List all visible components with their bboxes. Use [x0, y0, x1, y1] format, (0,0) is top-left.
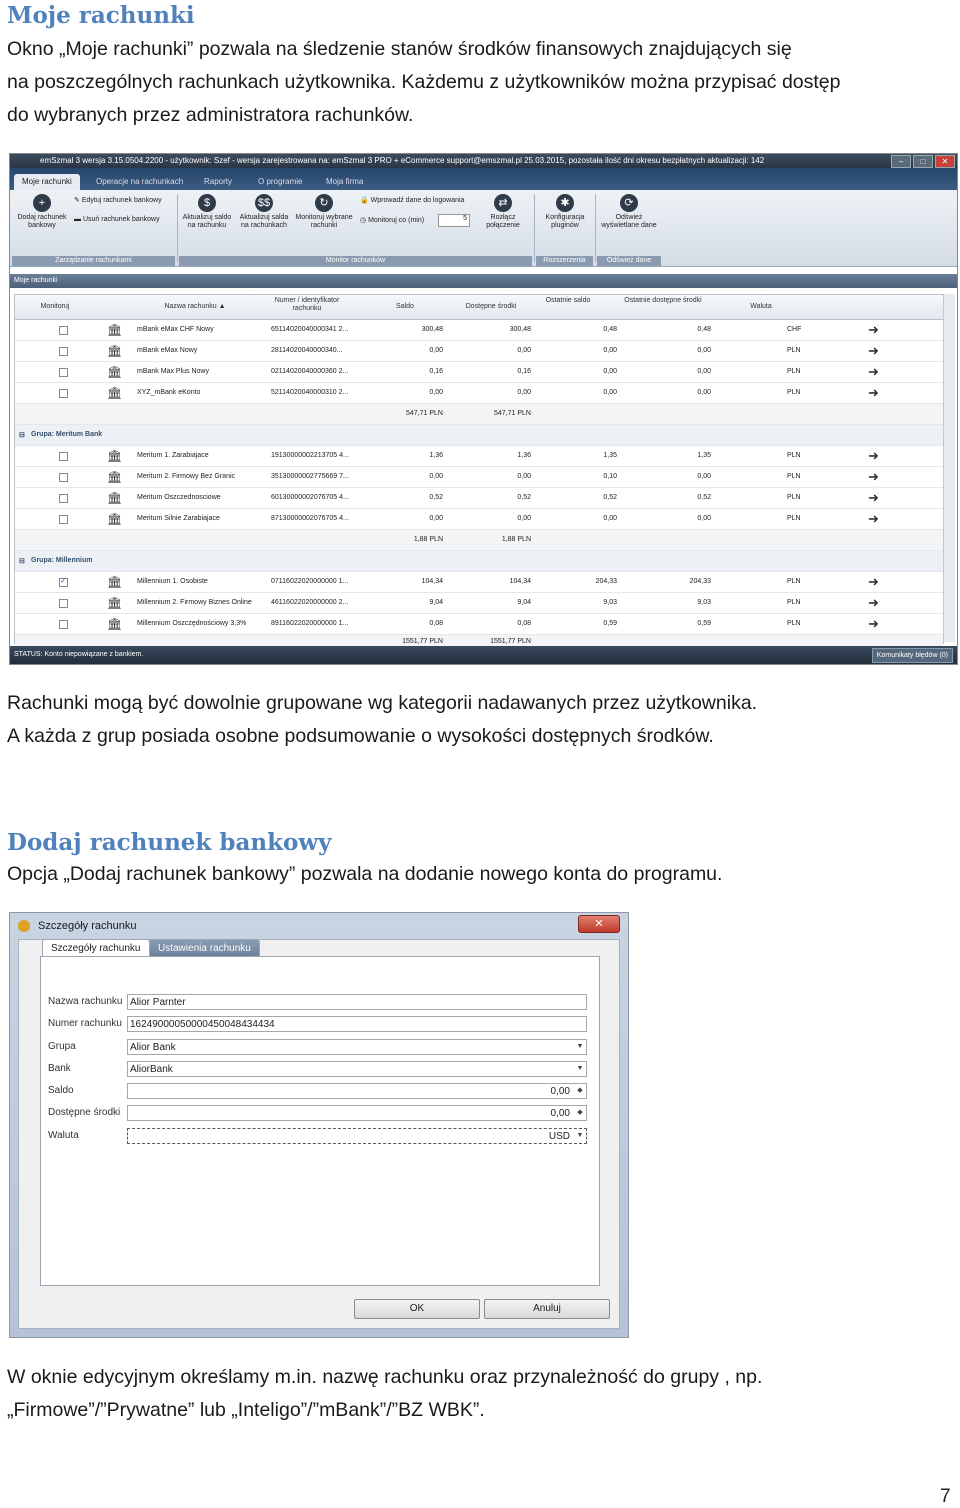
arrow-right-icon[interactable]: ➜: [868, 616, 879, 631]
account-saldo: 0,52: [429, 494, 443, 501]
monitor-checkbox[interactable]: [59, 389, 68, 398]
intro-line: Okno „Moje rachunki” pozwala na śledzenie stanów środków finansowych znajdujących się: [7, 38, 792, 60]
app-titlebar: [10, 154, 957, 168]
bank-icon: 🏛: [107, 323, 123, 337]
account-saldo: 0,16: [429, 368, 443, 375]
refresh-data-button[interactable]: ⟳ Odśwież wyświetlane dane: [597, 194, 661, 230]
account-last-available: 0,52: [697, 494, 711, 501]
account-name: mBank eMax CHF Nowy: [137, 326, 214, 333]
account-currency: PLN: [787, 473, 801, 480]
account-saldo: 0,00: [429, 389, 443, 396]
account-currency: PLN: [787, 452, 801, 459]
available-funds-stepper[interactable]: 0,00 ◆: [127, 1105, 587, 1121]
group-summary-row: [15, 530, 943, 551]
monitor-checkbox[interactable]: [59, 368, 68, 377]
monitor-checkbox[interactable]: [59, 347, 68, 356]
account-number: 07116022020000000 1...: [271, 578, 349, 585]
account-last-saldo: 9,03: [603, 599, 617, 606]
sum-available: 547,71 PLN: [494, 410, 531, 417]
money-bags-icon: $$: [255, 194, 273, 212]
collapse-icon[interactable]: ⊟: [19, 558, 25, 565]
field-label: Grupa: [48, 1041, 76, 1052]
disconnect-icon: ⇄: [494, 194, 512, 212]
account-saldo: 0,00: [429, 515, 443, 522]
monitor-checkbox[interactable]: ✓: [60, 576, 67, 585]
app-menubar: [10, 168, 957, 190]
account-available: 0,00: [517, 515, 531, 522]
account-number: 19130000002213705 4...: [271, 452, 349, 459]
account-last-available: 0,59: [697, 620, 711, 627]
account-saldo: 0,00: [429, 347, 443, 354]
account-name: mBank eMax Nowy: [137, 347, 198, 354]
account-available: 1,36: [517, 452, 531, 459]
ribbon-group-label: Zarządzanie rachunkami: [12, 256, 175, 266]
bank-icon: 🏛: [107, 617, 123, 631]
group-row[interactable]: [15, 551, 943, 572]
account-last-saldo: 1,35: [603, 452, 617, 459]
account-available: 104,34: [509, 578, 531, 585]
spinner-icon: ◆: [577, 1109, 583, 1116]
ok-button[interactable]: OK: [354, 1299, 480, 1319]
account-name: Millennium Oszczędnościowy 3,3%: [137, 620, 247, 627]
account-last-saldo: 204,33: [595, 578, 617, 585]
account-number: 46116022020000000 2...: [271, 599, 349, 606]
account-last-available: 0,00: [697, 515, 711, 522]
account-available: 0,00: [517, 389, 531, 396]
account-row[interactable]: [15, 341, 943, 362]
account-last-saldo: 0,10: [603, 473, 617, 480]
intro-paragraph: [7, 33, 841, 132]
bank-icon: 🏛: [107, 449, 123, 463]
edit-account-button[interactable]: ✎ Edytuj rachunek bankowy: [74, 197, 162, 204]
account-number: 02114020040000360 2...: [271, 368, 349, 375]
money-bag-icon: $: [198, 194, 216, 212]
account-row[interactable]: [15, 362, 943, 383]
total-saldo: 1551,77 PLN: [402, 638, 443, 645]
bank-icon: 🏛: [107, 512, 123, 526]
chevron-down-icon: ▼: [576, 1132, 584, 1139]
grouping-line: A każda z grup posiada osobne podsumowanie o wysokości dostępnych środków.: [7, 725, 714, 747]
account-number: 28114020040000340...: [271, 347, 343, 354]
field-label: Dostępne środki: [48, 1107, 121, 1118]
plugins-button[interactable]: ✱ Konfiguracja pluginów: [536, 194, 594, 230]
intro-line: do wybranych przez administratora rachunków.: [7, 104, 414, 126]
dialog-title: Szczegóły rachunku: [38, 920, 137, 932]
account-number: 60130000002076705 4...: [271, 494, 349, 501]
menu-tab-o-programie[interactable]: O programie: [258, 177, 303, 186]
col-header[interactable]: Monitoruj: [40, 303, 70, 310]
account-last-saldo: 0,00: [603, 368, 617, 375]
grouping-line: Rachunki mogą być dowolnie grupowane wg kategorii nadawanych przez użytkownika.: [7, 692, 758, 714]
grouping-paragraph: [7, 687, 757, 753]
edit-window-paragraph: [7, 1361, 762, 1427]
account-currency: CHF: [787, 326, 802, 333]
bank-icon: 🏛: [107, 344, 123, 358]
ribbon-group-label: Rozszerzenia: [536, 256, 593, 266]
account-name-input[interactable]: Alior Parnter: [127, 994, 587, 1010]
account-last-available: 0,00: [697, 389, 711, 396]
spinner-icon: ◆: [577, 1087, 583, 1094]
account-number: 52114020040000310 2...: [271, 389, 349, 396]
account-saldo: 9,04: [429, 599, 443, 606]
collapse-icon[interactable]: ⊟: [19, 432, 25, 439]
tab-ustawienia[interactable]: Ustawienia rachunku: [149, 939, 260, 957]
account-row[interactable]: [15, 509, 943, 530]
arrow-right-icon[interactable]: ➜: [868, 364, 879, 379]
account-name: Meritum Silnie Zarabiajace: [137, 515, 220, 522]
ribbon-group-label: Odśwież dane: [597, 256, 661, 266]
account-currency: PLN: [787, 515, 801, 522]
bank-icon: 🏛: [107, 596, 123, 610]
arrow-right-icon[interactable]: ➜: [868, 448, 879, 463]
plus-icon: +: [33, 194, 51, 212]
account-row[interactable]: [15, 383, 943, 404]
account-last-saldo: 0,48: [603, 326, 617, 333]
account-available: 0,16: [517, 368, 531, 375]
field-label: Nazwa rachunku: [48, 996, 123, 1007]
grid-header: [15, 295, 943, 320]
account-available: 0,08: [517, 620, 531, 627]
delete-account-button[interactable]: ▬ Usuń rachunek bankowy: [74, 216, 160, 223]
account-currency: PLN: [787, 578, 801, 585]
sum-saldo: 1,88 PLN: [413, 536, 443, 543]
balance-stepper[interactable]: 0,00 ◆: [127, 1083, 587, 1099]
status-bar: [10, 646, 957, 664]
field-label: Saldo: [48, 1085, 74, 1096]
account-last-available: 0,00: [697, 473, 711, 480]
col-header[interactable]: Ostatnie saldo: [545, 297, 591, 304]
account-available: 300,48: [509, 326, 531, 333]
col-header[interactable]: Ostatnie dostępne środki: [624, 297, 702, 304]
section-heading-dodaj-rachunek: Dodaj rachunek bankowy: [7, 829, 332, 856]
account-number: 35130000002775669 7...: [271, 473, 349, 480]
app-title: emSzmal 3 wersja 3.15.0504.2200 - użytkownik: Szef - wersja zarejestrowana na: emSzmal 3 PRO + eCommerce support@emszmal.pl 25.03.2015, pozostała ilość dni okresu bezpłatnych aktualizacji: 142: [40, 156, 765, 165]
account-number: 89116022020000000 1...: [271, 620, 349, 627]
account-row[interactable]: [15, 614, 943, 635]
account-number: 87130000002076705 4...: [271, 515, 349, 522]
close-icon[interactable]: ✕: [935, 155, 955, 168]
dialog-titlebar: [10, 913, 628, 939]
bank-icon: 🏛: [107, 386, 123, 400]
intro-line: na poszczególnych rachunkach użytkownika. Każdemu z użytkowników można przypisać dostęp: [7, 71, 841, 93]
menu-tab-raporty[interactable]: Raporty: [204, 177, 233, 186]
col-header[interactable]: Numer / identyfikator rachunku: [274, 297, 340, 312]
panel-title: Moje rachunki: [10, 274, 957, 288]
bank-icon: 🏛: [107, 575, 123, 589]
monitor-checkbox[interactable]: [59, 473, 68, 482]
grid-scrollbar[interactable]: [943, 294, 955, 642]
account-available: 0,52: [517, 494, 531, 501]
account-last-saldo: 0,00: [603, 515, 617, 522]
monitor-checkbox[interactable]: [59, 494, 68, 503]
bank-select[interactable]: AliorBank ▼: [127, 1061, 587, 1077]
menu-tab-moje-rachunki[interactable]: Moje rachunki: [14, 174, 80, 190]
arrow-right-icon[interactable]: ➜: [868, 595, 879, 610]
bank-icon: 🏛: [107, 491, 123, 505]
account-last-available: 0,48: [697, 326, 711, 333]
edit-window-line: W oknie edycyjnym określamy m.in. nazwę rachunku oraz przynależność do grupy , np.: [7, 1366, 763, 1388]
account-available: 0,00: [517, 473, 531, 480]
account-last-available: 1,35: [697, 452, 711, 459]
menu-tab-operacje[interactable]: Operacje na rachunkach: [96, 177, 184, 186]
col-header[interactable]: Waluta: [750, 303, 772, 310]
section-heading-moje-rachunki: Moje rachunki: [7, 2, 195, 29]
field-label: Numer rachunku: [48, 1018, 122, 1029]
account-name: Millennium 2. Firmowy Biznes Online: [137, 599, 252, 606]
monitor-button[interactable]: ↻ Monitoruj wybrane rachunki: [293, 194, 355, 230]
monitor-checkbox[interactable]: [59, 326, 68, 335]
refresh-circle-icon: ↻: [315, 194, 333, 212]
account-saldo: 1,36: [429, 452, 443, 459]
close-icon[interactable]: ✕: [578, 915, 620, 933]
account-number: 65114020040000341 2...: [271, 326, 349, 333]
account-name: Meritum 1. Zarabiajace: [137, 452, 209, 459]
status-text: STATUS: Konto niepowiązane z bankiem.: [14, 651, 144, 658]
arrow-right-icon[interactable]: ➜: [868, 490, 879, 505]
chevron-down-icon: ▼: [576, 1043, 584, 1050]
account-saldo: 104,34: [421, 578, 443, 585]
account-saldo: 0,00: [429, 473, 443, 480]
account-last-saldo: 0,00: [603, 389, 617, 396]
arrow-right-icon[interactable]: ➜: [868, 322, 879, 337]
account-name: Meritum Oszczednosciowe: [137, 494, 221, 501]
arrow-right-icon[interactable]: ➜: [868, 574, 879, 589]
edit-window-line: „Firmowe”/”Prywatne” lub „Inteligo”/”mBank”/”BZ WBK”.: [7, 1399, 485, 1421]
refresh-icon: ⟳: [620, 194, 638, 212]
accounts-grid: [14, 294, 944, 644]
maximize-icon[interactable]: □: [913, 155, 933, 168]
arrow-right-icon[interactable]: ➜: [868, 511, 879, 526]
account-available: 0,00: [517, 347, 531, 354]
account-row[interactable]: [15, 593, 943, 614]
currency-select[interactable]: USD ▼: [127, 1128, 587, 1144]
ribbon-group-label: Monitor rachunków: [179, 256, 532, 266]
col-header[interactable]: Saldo: [396, 303, 414, 310]
group-label: Grupa: Millennium: [31, 557, 93, 564]
account-row[interactable]: [15, 320, 943, 341]
account-name: mBank Max Plus Nowy: [137, 368, 209, 375]
cancel-button[interactable]: Anuluj: [484, 1299, 610, 1319]
account-currency: PLN: [787, 347, 801, 354]
account-name: XYZ_mBank eKonto: [137, 389, 201, 396]
field-label: Bank: [48, 1063, 71, 1074]
tab-szczegoly[interactable]: Szczegóły rachunku: [42, 939, 150, 957]
account-available: 9,04: [517, 599, 531, 606]
page-number: 7: [940, 1486, 951, 1507]
account-row[interactable]: [15, 572, 943, 593]
account-last-available: 0,00: [697, 347, 711, 354]
add-account-paragraph: Opcja „Dodaj rachunek bankowy” pozwala na dodanie nowego konta do programu.: [7, 863, 723, 885]
update-account-button[interactable]: $ Aktualizuj saldo na rachunku: [179, 194, 235, 230]
update-accounts-button[interactable]: $$ Aktualizuj salda na rachunkach: [236, 194, 292, 230]
account-currency: PLN: [787, 389, 801, 396]
account-last-available: 9,03: [697, 599, 711, 606]
bank-icon: 🏛: [107, 470, 123, 484]
error-messages-button[interactable]: Komunikaty błędów (0): [872, 648, 953, 663]
account-row[interactable]: [15, 446, 943, 467]
add-account-button[interactable]: + Dodaj rachunek bankowy: [12, 194, 72, 230]
col-header[interactable]: Nazwa rachunku ▲: [164, 303, 226, 310]
account-row[interactable]: [15, 488, 943, 509]
monitor-checkbox[interactable]: [59, 515, 68, 524]
app-icon: [18, 920, 30, 932]
sort-up-icon: ▲: [218, 303, 226, 310]
network-icon: ✱: [556, 194, 574, 212]
account-name: Meritum 2. Firmowy Bez Granic: [137, 473, 236, 480]
account-last-saldo: 0,59: [603, 620, 617, 627]
total-available: 1551,77 PLN: [490, 638, 531, 645]
account-details-dialog: [9, 912, 629, 1338]
arrow-right-icon[interactable]: ➜: [868, 343, 879, 358]
account-row[interactable]: [15, 467, 943, 488]
enter-login-button[interactable]: 🔒 Wprowadź dane do logowania: [360, 197, 465, 204]
app-ribbon: [10, 190, 957, 267]
bank-icon: 🏛: [107, 365, 123, 379]
monitor-checkbox[interactable]: [59, 452, 68, 461]
monitor-every-label: ◷ Monitoruj co (min): [360, 217, 425, 224]
group-summary-row: [15, 404, 943, 425]
arrow-right-icon[interactable]: ➜: [868, 385, 879, 400]
account-currency: PLN: [787, 599, 801, 606]
disconnect-button[interactable]: ⇄ Rozłącz połączenie: [478, 194, 528, 230]
account-saldo: 0,08: [429, 620, 443, 627]
account-saldo: 300,48: [421, 326, 443, 333]
group-label: Grupa: Meritum Bank: [31, 431, 103, 438]
account-last-available: 204,33: [689, 578, 711, 585]
app-screenshot: [9, 153, 958, 665]
sum-available: 1,88 PLN: [501, 536, 531, 543]
account-currency: PLN: [787, 620, 801, 627]
account-name: Millennium 1. Osobiste: [137, 578, 208, 585]
account-currency: PLN: [787, 368, 801, 375]
account-last-saldo: 0,52: [603, 494, 617, 501]
monitor-interval-input[interactable]: 5: [438, 214, 470, 227]
account-last-available: 0,00: [697, 368, 711, 375]
monitor-checkbox[interactable]: [59, 599, 68, 608]
account-number-input[interactable]: 16249000050000450048434434: [127, 1016, 587, 1032]
group-select[interactable]: Alior Bank ▼: [127, 1039, 587, 1055]
monitor-checkbox[interactable]: [59, 620, 68, 629]
arrow-right-icon[interactable]: ➜: [868, 469, 879, 484]
account-last-saldo: 0,00: [603, 347, 617, 354]
col-header[interactable]: Dostępne środki: [465, 303, 517, 310]
chevron-down-icon: ▼: [576, 1065, 584, 1072]
field-label: Waluta: [48, 1130, 79, 1141]
sum-saldo: 547,71 PLN: [406, 410, 443, 417]
minimize-icon[interactable]: –: [891, 155, 911, 168]
group-row[interactable]: [15, 425, 943, 446]
menu-tab-moja-firma[interactable]: Moja firma: [326, 177, 364, 186]
account-currency: PLN: [787, 494, 801, 501]
